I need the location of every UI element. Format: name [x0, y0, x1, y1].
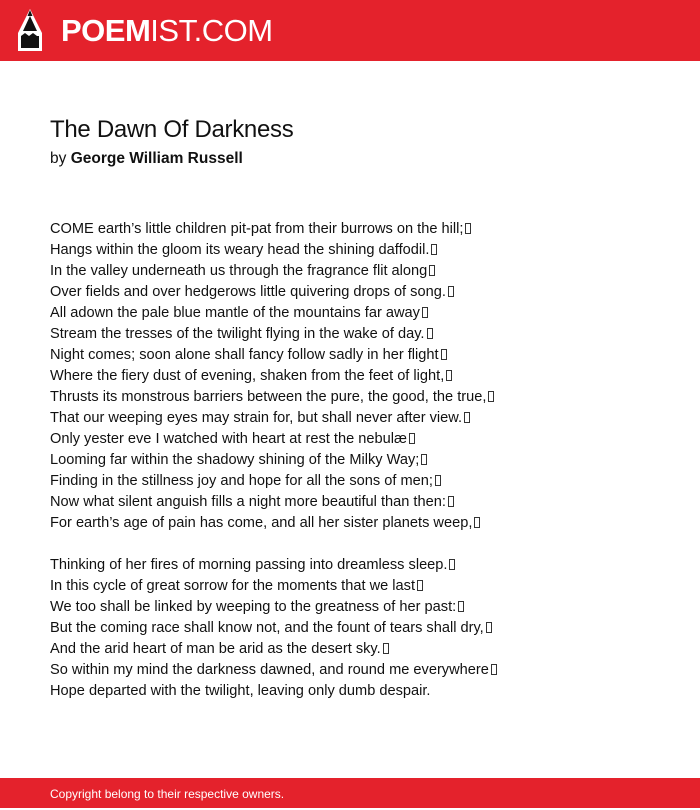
- poem-line: [50, 492, 670, 513]
- line-break-glyph-icon: [449, 559, 455, 570]
- poem-line: [50, 366, 670, 387]
- site-header: [0, 0, 700, 61]
- poem-line-text: All adown the pale blue mantle of the mountains far away: [50, 305, 420, 321]
- poem-line: [50, 618, 670, 639]
- byline: [50, 150, 243, 168]
- poem-line-text: Finding in the stillness joy and hope for all the sons of men;: [50, 473, 433, 489]
- line-break-glyph-icon: [465, 223, 471, 234]
- poem-line: [50, 555, 670, 576]
- line-break-glyph-icon: [458, 601, 464, 612]
- poem-line-text: That our weeping eyes may strain for, but shall never after view.: [50, 410, 463, 426]
- line-break-glyph-icon: [431, 244, 437, 255]
- line-break-glyph-icon: [422, 307, 428, 318]
- site-footer: [0, 778, 700, 808]
- line-break-glyph-icon: [435, 475, 441, 486]
- poem-line-text: Night comes; soon alone shall fancy follow sadly in her flight: [50, 347, 439, 363]
- poem-line: [50, 219, 670, 240]
- poem-line-text: Now what silent anguish fills a night more beautiful than then:: [50, 494, 446, 510]
- poem-line: [50, 450, 670, 471]
- poem-line-text: Thinking of her fires of morning passing into dreamless sleep.: [50, 557, 448, 573]
- poem-line-text: Stream the tresses of the twilight flying in the wake of day.: [50, 326, 425, 342]
- poem-line: [50, 660, 670, 681]
- poem-line-text: And the arid heart of man be arid as the desert sky.: [50, 641, 381, 657]
- line-break-glyph-icon: [448, 496, 454, 507]
- line-break-glyph-icon: [488, 391, 494, 402]
- poem-line: [50, 429, 670, 450]
- line-break-glyph-icon: [427, 328, 433, 339]
- poem-line: [50, 576, 670, 597]
- poem-line: [50, 387, 670, 408]
- poem-line: [50, 408, 670, 429]
- line-break-glyph-icon: [409, 433, 415, 444]
- poem-line: [50, 597, 670, 618]
- poem-line: [50, 303, 670, 324]
- poem-line-text: Where the fiery dust of evening, shaken from the feet of light,: [50, 368, 445, 384]
- poem-line-text: Only yester eve I watched with heart at rest the nebulæ: [50, 431, 407, 447]
- poem-stanza-1: [50, 219, 670, 534]
- line-break-glyph-icon: [486, 622, 492, 633]
- poem-line: [50, 639, 670, 660]
- poem-line-text: Thrusts its monstrous barriers between the pure, the good, the true,: [50, 389, 487, 405]
- poem-line-text: Looming far within the shadowy shining of the Milky Way;: [50, 452, 420, 468]
- line-break-glyph-icon: [446, 370, 452, 381]
- poem-line: [50, 513, 670, 534]
- pencil-logo-icon[interactable]: [18, 9, 42, 51]
- poem-line: [50, 261, 670, 282]
- poem-line: [50, 282, 670, 303]
- poem-line-text: So within my mind the darkness dawned, and round me everywhere: [50, 662, 489, 678]
- line-break-glyph-icon: [464, 412, 470, 423]
- site-logo[interactable]: [61, 13, 273, 49]
- logo-bold-text: POEM: [61, 13, 151, 48]
- poem-title: The Dawn Of Darkness: [50, 116, 294, 143]
- poem-line-text: We too shall be linked by weeping to the greatness of her past:: [50, 599, 457, 615]
- poem-line: [50, 345, 670, 366]
- poem-line: [50, 324, 670, 345]
- copyright-notice: Copyright belong to their respective owners.: [50, 787, 285, 801]
- poem-line: [50, 681, 670, 702]
- line-break-glyph-icon: [491, 664, 497, 675]
- line-break-glyph-icon: [474, 517, 480, 528]
- line-break-glyph-icon: [421, 454, 427, 465]
- poem-line-text: Hangs within the gloom its weary head the shining daffodil.: [50, 242, 430, 258]
- poem-stanza-2: [50, 555, 670, 702]
- poem-line-text: COME earth’s little children pit-pat from their burrows on the hill;: [50, 221, 464, 237]
- poem-line-text: For earth’s age of pain has come, and all her sister planets weep,: [50, 515, 473, 531]
- logo-light-text: IST.COM: [150, 13, 273, 48]
- by-label: by: [50, 150, 67, 167]
- poem-line: [50, 240, 670, 261]
- poem-line-text: In this cycle of great sorrow for the moments that we last: [50, 578, 415, 594]
- poem-line-text: But the coming race shall know not, and the fount of tears shall dry,: [50, 620, 484, 636]
- line-break-glyph-icon: [383, 643, 389, 654]
- poem-line: [50, 471, 670, 492]
- poem-line-text: In the valley underneath us through the fragrance flit along: [50, 263, 428, 279]
- poem-author: George William Russell: [70, 150, 243, 167]
- poem-line-text: Hope departed with the twilight, leaving only dumb despair.: [50, 683, 431, 699]
- line-break-glyph-icon: [417, 580, 423, 591]
- poem-line-text: Over fields and over hedgerows little quivering drops of song.: [50, 284, 446, 300]
- poem-body: [50, 219, 670, 723]
- line-break-glyph-icon: [429, 265, 435, 276]
- line-break-glyph-icon: [448, 286, 454, 297]
- line-break-glyph-icon: [441, 349, 447, 360]
